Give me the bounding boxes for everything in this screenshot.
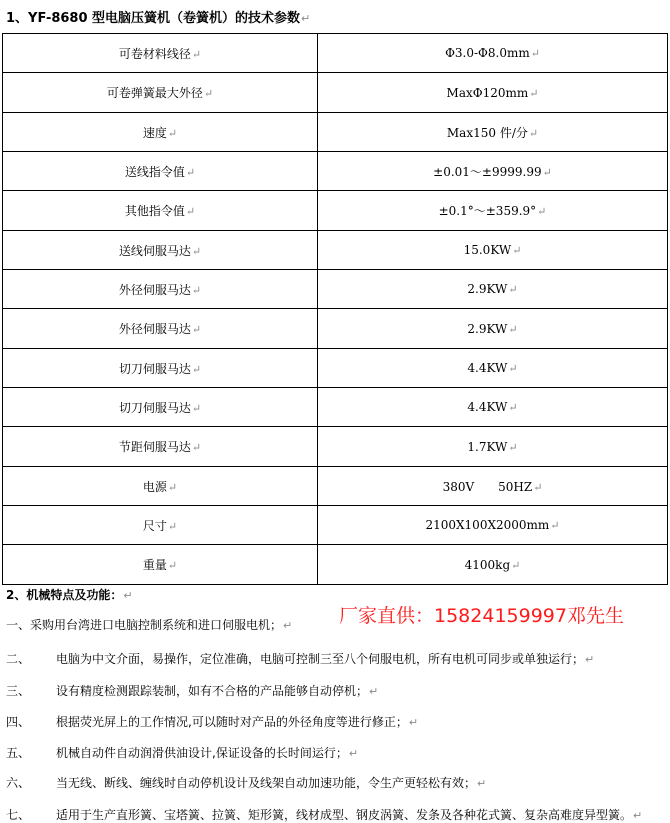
paragraph-mark: ↵	[283, 619, 293, 632]
spec-row	[3, 231, 668, 270]
spec-value-cell	[318, 388, 668, 427]
feature-number: 四、	[6, 715, 31, 729]
spec-row	[3, 270, 668, 309]
spec-name: 送线伺服马达	[118, 243, 191, 258]
paragraph-mark: ↵	[477, 777, 487, 790]
feature-text: 电脑为中文介面，易操作，定位准确，电脑可控制三至八个伺服电机，所有电机可同步或单独运行；	[56, 652, 585, 666]
spec-name: 速度	[142, 125, 167, 140]
spec-value: 4.4KW	[467, 400, 508, 414]
spec-name-cell	[3, 545, 318, 585]
paragraph-mark: ↵	[511, 558, 521, 572]
spec-name: 电源	[142, 479, 167, 494]
paragraph-mark: ↵	[537, 205, 547, 218]
section2-title: 2、机械特点及功能：↵	[6, 588, 133, 602]
paragraph-mark: ↵	[185, 165, 196, 179]
spec-name-cell	[3, 309, 318, 349]
spec-row	[3, 388, 668, 427]
paragraph-mark: ↵	[369, 685, 379, 698]
feature-number: 七、	[6, 808, 31, 822]
spec-row	[3, 113, 668, 152]
paragraph-mark: ↵	[533, 480, 543, 494]
paragraph-mark: ↵	[585, 653, 595, 666]
paragraph-mark: ↵	[191, 244, 202, 258]
feature-number: 五、	[6, 746, 31, 760]
paragraph-mark: ↵	[167, 559, 178, 572]
paragraph-mark: ↵	[530, 47, 540, 60]
paragraph-mark: ↵	[508, 322, 518, 336]
spec-name: 送线指令值	[124, 164, 185, 179]
spec-row	[3, 152, 668, 191]
spec-value-cell	[318, 270, 668, 309]
paragraph-mark: ↵	[508, 440, 518, 454]
spec-row	[3, 427, 668, 467]
paragraph-mark: ↵	[542, 165, 552, 179]
spec-value: Φ3.0-Φ8.0mm	[445, 46, 530, 60]
spec-value: 15.0KW	[463, 243, 512, 257]
feature-text: 适用于生产直形簧、宝塔簧、拉簧、矩形簧，线材成型、钢皮涡簧、发条及各种花式簧、复杂高难度异型簧。	[56, 808, 633, 822]
feature-text: 设有精度检测跟踪装制，如有不合格的产品能够自动停机；	[56, 684, 369, 698]
spec-name: 外径伺服马达	[118, 322, 191, 336]
spec-value-cell	[318, 349, 668, 388]
spec-row	[3, 34, 668, 73]
spec-value-cell	[318, 152, 668, 191]
spec-name-cell	[3, 388, 318, 427]
spec-name-cell	[3, 231, 318, 270]
paragraph-mark: ↵	[167, 480, 178, 494]
spec-name-cell	[3, 427, 318, 467]
paragraph-mark: ↵	[633, 809, 643, 822]
spec-value: Max150 件/分	[446, 125, 528, 140]
paragraph-mark: ↵	[191, 323, 202, 336]
spec-value-cell	[318, 231, 668, 270]
spec-name-cell	[3, 73, 318, 113]
paragraph-mark: ↵	[185, 205, 196, 218]
spec-value: ±0.01～±9999.99	[433, 164, 542, 179]
paragraph-mark: ↵	[512, 244, 522, 257]
spec-value: 2100X100X2000mm	[425, 518, 550, 532]
feature-number: 二、	[6, 652, 31, 666]
spec-value: ±0.1°～±359.9°	[438, 204, 537, 218]
spec-value: 2.9KW	[467, 321, 508, 336]
spec-name: 节距伺服马达	[118, 440, 191, 454]
spec-row	[3, 506, 668, 545]
spec-row	[3, 467, 668, 506]
spec-name-cell	[3, 113, 318, 152]
paragraph-mark: ↵	[191, 362, 202, 376]
paragraph-mark: ↵	[508, 362, 518, 375]
spec-value-cell	[318, 34, 668, 73]
paragraph-mark: ↵	[550, 519, 560, 532]
feature-text: 机械自动件自动润滑供油设计,保证设备的长时间运行；	[56, 746, 348, 760]
spec-value: 4100kg	[464, 557, 511, 572]
spec-value-cell	[318, 545, 668, 585]
spec-value: 2.9KW	[467, 282, 508, 296]
paragraph-mark: ↵	[203, 87, 214, 100]
spec-row	[3, 309, 668, 349]
paragraph-mark: ↵	[528, 126, 539, 140]
paragraph-mark: ↵	[408, 716, 419, 729]
spec-value-cell	[318, 73, 668, 113]
spec-value-cell	[318, 113, 668, 152]
spec-value: 4.4KW	[467, 361, 508, 375]
spec-name-cell	[3, 467, 318, 506]
contact-banner: 厂家直供：15824159997邓先生	[339, 605, 624, 627]
paragraph-mark: ↵	[167, 126, 178, 140]
paragraph-mark: ↵	[508, 283, 518, 296]
paragraph-mark: ↵	[191, 401, 202, 415]
spec-value-cell	[318, 309, 668, 349]
section1-title: 1、YF-8680 型电脑压簧机（卷簧机）的技术参数↵	[6, 11, 311, 26]
spec-name-cell	[3, 34, 318, 73]
spec-name: 尺寸	[142, 518, 167, 533]
spec-row	[3, 545, 668, 585]
spec-row	[3, 191, 668, 231]
paragraph-mark: ↵	[529, 86, 539, 100]
spec-name-cell	[3, 270, 318, 309]
paragraph-mark: ↵	[348, 747, 359, 760]
spec-name-cell	[3, 506, 318, 545]
feature-text: 当无线、断线、缠线时自动停机设计及线架自动加速功能，令生产更轻松有效；	[56, 776, 477, 790]
spec-name-cell	[3, 152, 318, 191]
spec-row	[3, 349, 668, 388]
spec-value-cell	[318, 191, 668, 231]
feature-number: 六、	[6, 776, 31, 790]
spec-table	[2, 33, 668, 585]
spec-value-cell	[318, 467, 668, 506]
feature-number: 一、	[6, 618, 31, 632]
spec-value: 380V 50HZ	[442, 479, 533, 494]
spec-value-cell	[318, 427, 668, 467]
spec-name: 其他指令值	[124, 204, 185, 218]
paragraph-mark: ↵	[191, 441, 202, 454]
spec-name: 切刀伺服马达	[118, 361, 191, 376]
paragraph-mark: ↵	[167, 519, 178, 533]
paragraph-mark: ↵	[508, 401, 518, 414]
spec-value-cell	[318, 506, 668, 545]
spec-name: 可卷弹簧最大外径	[106, 86, 203, 100]
spec-name: 可卷材料线径	[118, 46, 191, 61]
feature-text: 根据荧光屏上的工作情况,可以随时对产品的外径角度等进行修正；	[56, 715, 408, 729]
spec-name-cell	[3, 349, 318, 388]
spec-value: 1.7KW	[467, 439, 508, 454]
spec-name: 重量	[142, 558, 167, 572]
feature-text: 采购用台湾进口电脑控制系统和进口伺服电机；	[30, 618, 283, 632]
paragraph-mark: ↵	[191, 47, 202, 61]
spec-name: 外径伺服马达	[118, 282, 191, 297]
spec-row	[3, 73, 668, 113]
paragraph-mark: ↵	[191, 283, 202, 297]
feature-number: 三、	[6, 684, 31, 698]
spec-name: 切刀伺服马达	[118, 400, 191, 415]
spec-name-cell	[3, 191, 318, 231]
spec-value: MaxΦ120mm	[446, 85, 529, 100]
